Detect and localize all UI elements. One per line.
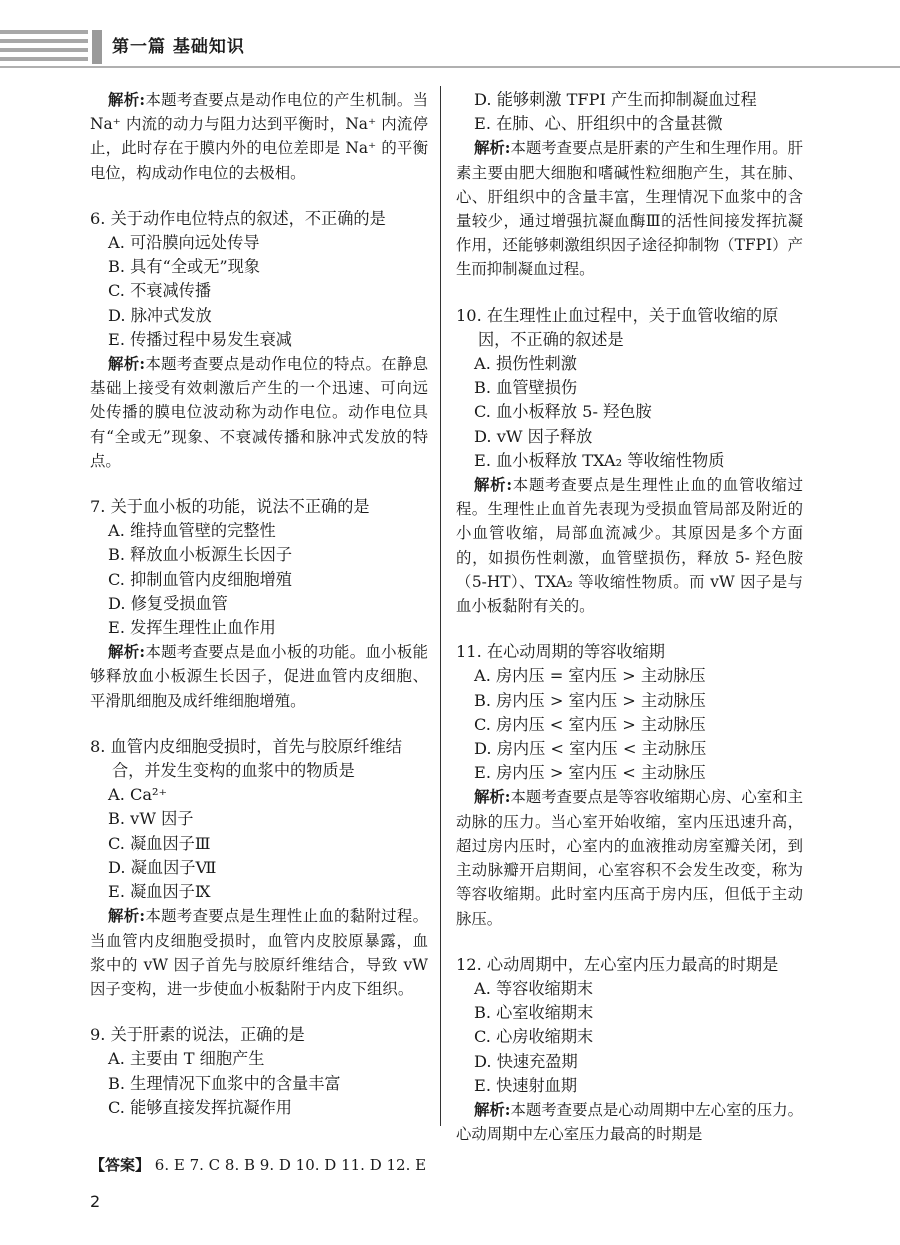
analysis-5: 解析:本题考查要点是动作电位的产生机制。当 Na⁺ 内流的动力与阻力达到平衡时，Na⁺ 内流停止，此时存在于膜内外的电位差即是 Na⁺ 的平衡电位，构成动作电位的去极相。 [90,91,428,182]
question-7: 7. 关于血小板的功能，说法不正确的是 [90,497,370,517]
option: D. 能够刺激 TFPI 产生而抑制凝血过程 [474,90,757,109]
option: A. 等容收缩期末 [474,978,594,998]
option: A. 主要由 T 细胞产生 [108,1049,265,1069]
option: C. 血小板释放 5- 羟色胺 [474,402,652,422]
option: A. 可沿膜向远处传导 [108,233,260,253]
option: C. 不衰减传播 [108,281,212,301]
analysis-7: 解析:本题考查要点是血小板的功能。血小板能够释放血小板源生长因子，促进血管内皮细胞、平滑肌细胞及成纤维细胞增殖。 [90,643,428,710]
analysis-6: 解析:本题考查要点是动作电位的特点。在静息基础上接受有效刺激后产生的一个迅速、可向远处传播的膜电位波动称为动作电位。动作电位具有“全或无”现象、不衰减传播和脉冲式发放的特点。 [90,355,428,470]
option: D. 房内压 < 室内压 < 主动脉压 [474,739,707,759]
right-column [456,88,803,1146]
option: D. 凝血因子Ⅶ [108,857,217,877]
option: E. 传播过程中易发生衰减 [108,329,292,349]
option: E. 血小板释放 TXA₂ 等收缩性物质 [474,450,725,470]
question-9: 9. 关于肝素的说法，正确的是 [90,1025,305,1045]
analysis-9: 解析:本题考查要点是肝素的产生和生理作用。肝素主要由肥大细胞和嗜碱性粒细胞产生，其在肺、心、肝组织中的含量丰富，生理情况下血浆中的含量较少，通过增强抗凝血酶Ⅲ的活性间接发挥抗凝作用，还能够刺激组织因子途径抑制物（TFPI）产生而抑制凝血过程。 [456,139,803,279]
page-number: 2 [90,1192,101,1211]
header-block [92,30,102,64]
question-10: 10. 在生理性止血过程中，关于血管收缩的原因，不正确的叙述是 [456,305,779,349]
analysis-8: 解析:本题考查要点是生理性止血的黏附过程。当血管内皮细胞受损时，血管内皮胶原暴露，血浆中的 vW 因子首先与胶原纤维结合，导致 vW 因子变构，进一步使血小板黏附于内皮下组织。 [90,907,428,998]
chapter-title: 第一篇 基础知识 [112,37,245,57]
answer-key-values: 6. E 7. C 8. B 9. D 10. D 11. D 12. E [154,1156,427,1174]
option: D. vW 因子释放 [474,426,593,446]
analysis-10: 解析:本题考查要点是生理性止血的血管收缩过程。生理性止血首先表现为受损血管局部及附近的小血管收缩，局部血流减少。其原因是多个方面的，如损伤性刺激，血管壁损伤，释放 5- 羟色胺（5-HT）、TXA₂ 等收缩性物质。而 vW 因子是与血小板黏附有关的。 [456,476,803,616]
header-decoration [0,30,88,64]
question-8: 8. 血管内皮细胞受损时，首先与胶原纤维结合，并发生变构的血浆中的物质是 [90,736,402,781]
column-divider [440,86,441,1126]
question-12: 12. 心动周期中，左心室内压力最高的时期是 [456,954,779,974]
option: B. 释放血小板源生长因子 [108,545,293,565]
question-11: 11. 在心动周期的等容收缩期 [456,642,665,662]
option: D. 脉冲式发放 [108,305,212,325]
option: E. 在肺、心、肝组织中的含量甚微 [474,114,723,134]
option: D. 修复受损血管 [108,593,228,613]
option: A. 房内压 = 室内压 > 主动脉压 [474,666,706,686]
option: E. 发挥生理性止血作用 [108,618,276,638]
analysis-12: 解析:本题考查要点是心动周期中左心室的压力。心动周期中左心室压力最高的时期是 [456,1100,803,1144]
option: C. 抑制血管内皮细胞增殖 [108,569,292,589]
option: B. 心室收缩期末 [474,1003,594,1023]
option: B. 血管壁损伤 [474,378,578,398]
answer-key [90,1154,426,1175]
left-column [90,88,428,1120]
page-header [0,0,900,72]
analysis-11: 解析:本题考查要点是等容收缩期心房、心室和主动脉的压力。当心室开始收缩，室内压迅速升高，超过房内压时，心室内的血液推动房室瓣关闭，到主动脉瓣开启期间，心室容积不会发生改变，称为等容收缩期。此时室内压高于房内压，但低于主动脉压。 [456,788,803,928]
option: A. Ca²⁺ [108,785,168,805]
option: A. 损伤性刺激 [474,354,577,374]
option: C. 心房收缩期末 [474,1027,594,1047]
header-rule [0,66,900,68]
option: E. 房内压 > 室内压 < 主动脉压 [474,763,706,783]
option: B. 生理情况下血浆中的含量丰富 [108,1073,341,1093]
question-6: 6. 关于动作电位特点的叙述，不正确的是 [90,208,386,228]
option: B. 具有“全或无”现象 [108,257,261,277]
option: C. 凝血因子Ⅲ [108,833,211,853]
option: C. 能够直接发挥抗凝作用 [108,1097,292,1117]
option: B. 房内压 > 室内压 > 主动脉压 [474,690,706,710]
option: C. 房内压 < 室内压 > 主动脉压 [474,714,706,734]
option: E. 快速射血期 [474,1075,578,1095]
option: B. vW 因子 [108,809,194,829]
answer-key-label: 【答案】 [90,1156,151,1174]
option: E. 凝血因子Ⅸ [108,882,211,902]
option: D. 快速充盈期 [474,1051,578,1071]
option: A. 维持血管壁的完整性 [108,521,276,541]
